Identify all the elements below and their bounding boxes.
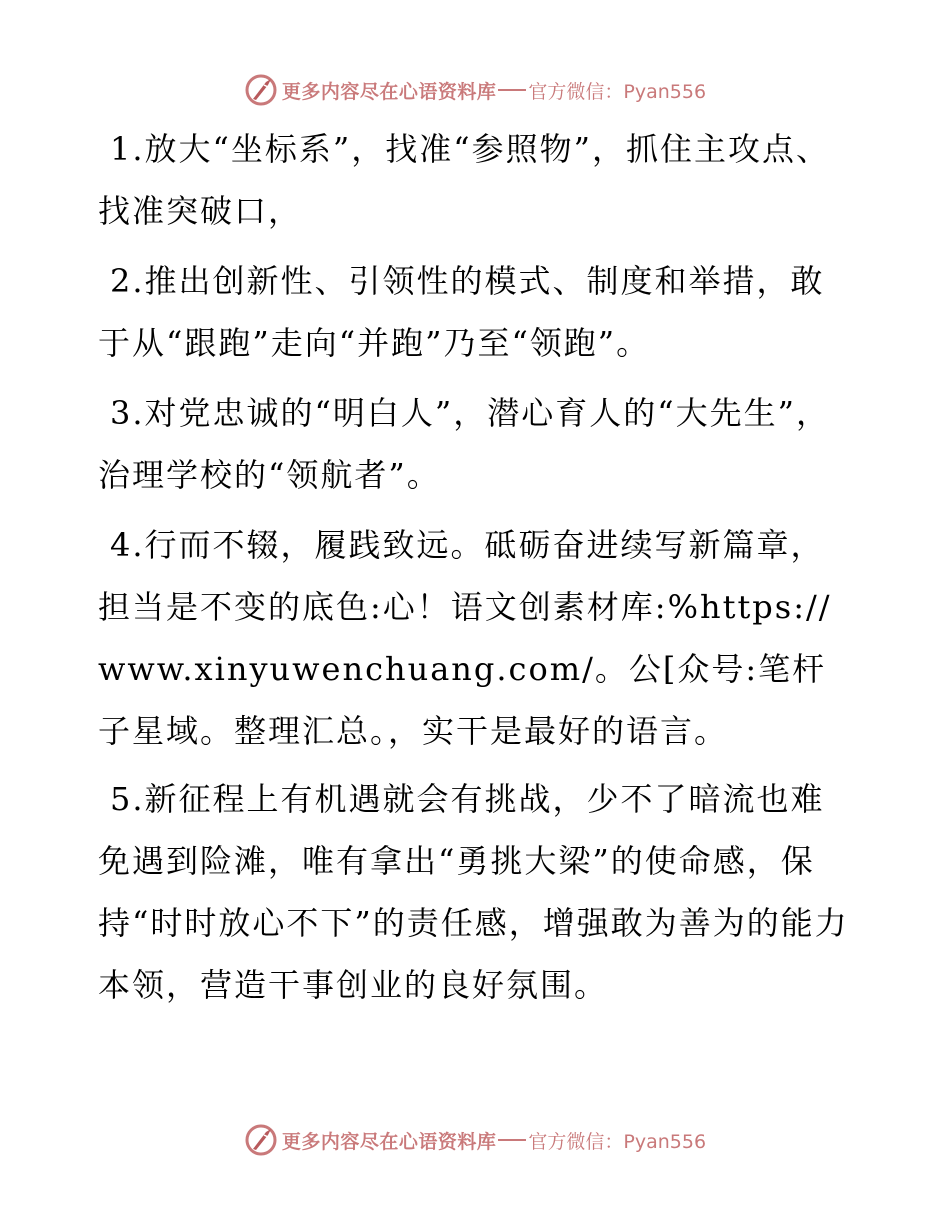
footer-banner-text: 更多内容尽在心语资料库 xyxy=(281,1130,497,1153)
header-banner-wechat: 官方微信：Pyan556 xyxy=(528,80,707,103)
header-banner xyxy=(0,70,950,110)
header-banner-text: 更多内容尽在心语资料库 xyxy=(281,80,497,103)
quill-logo-icon xyxy=(244,73,278,107)
footer-banner-wechat: 官方微信：Pyan556 xyxy=(528,1130,707,1153)
document-body xyxy=(98,118,858,1024)
quill-logo-icon xyxy=(244,1123,278,1157)
footer-banner xyxy=(0,1120,950,1160)
paragraph-4: 4.行而不辍，履践致远。砥砺奋进续写新篇章，担当是不变的底色:心！语文创素材库:%https://www.xinyuwenchuang.com/。公[众号:笔杆子星域。整理汇总。，实干是最好的语言。 xyxy=(98,526,832,750)
header-banner-dash xyxy=(498,89,526,91)
paragraph-2: 2.推出创新性、引领性的模式、制度和举措，敢于从“跟跑”走向“并跑”乃至“领跑”。 xyxy=(98,262,825,362)
footer-banner-dash xyxy=(498,1139,526,1141)
paragraph-5: 5.新征程上有机遇就会有挑战，少不了暗流也难免遇到险滩，唯有拿出“勇挑大梁”的使命感，保持“时时放心不下”的责任感，增强敢为善为的能力本领，营造干事创业的良好氛围。 xyxy=(98,780,849,1004)
paragraph-3: 3.对党忠诚的“明白人”，潜心育人的“大先生”，治理学校的“领航者”。 xyxy=(98,394,830,494)
paragraph-1: 1.放大“坐标系”，找准“参照物”，抓住主攻点、找准突破口， xyxy=(98,130,830,230)
